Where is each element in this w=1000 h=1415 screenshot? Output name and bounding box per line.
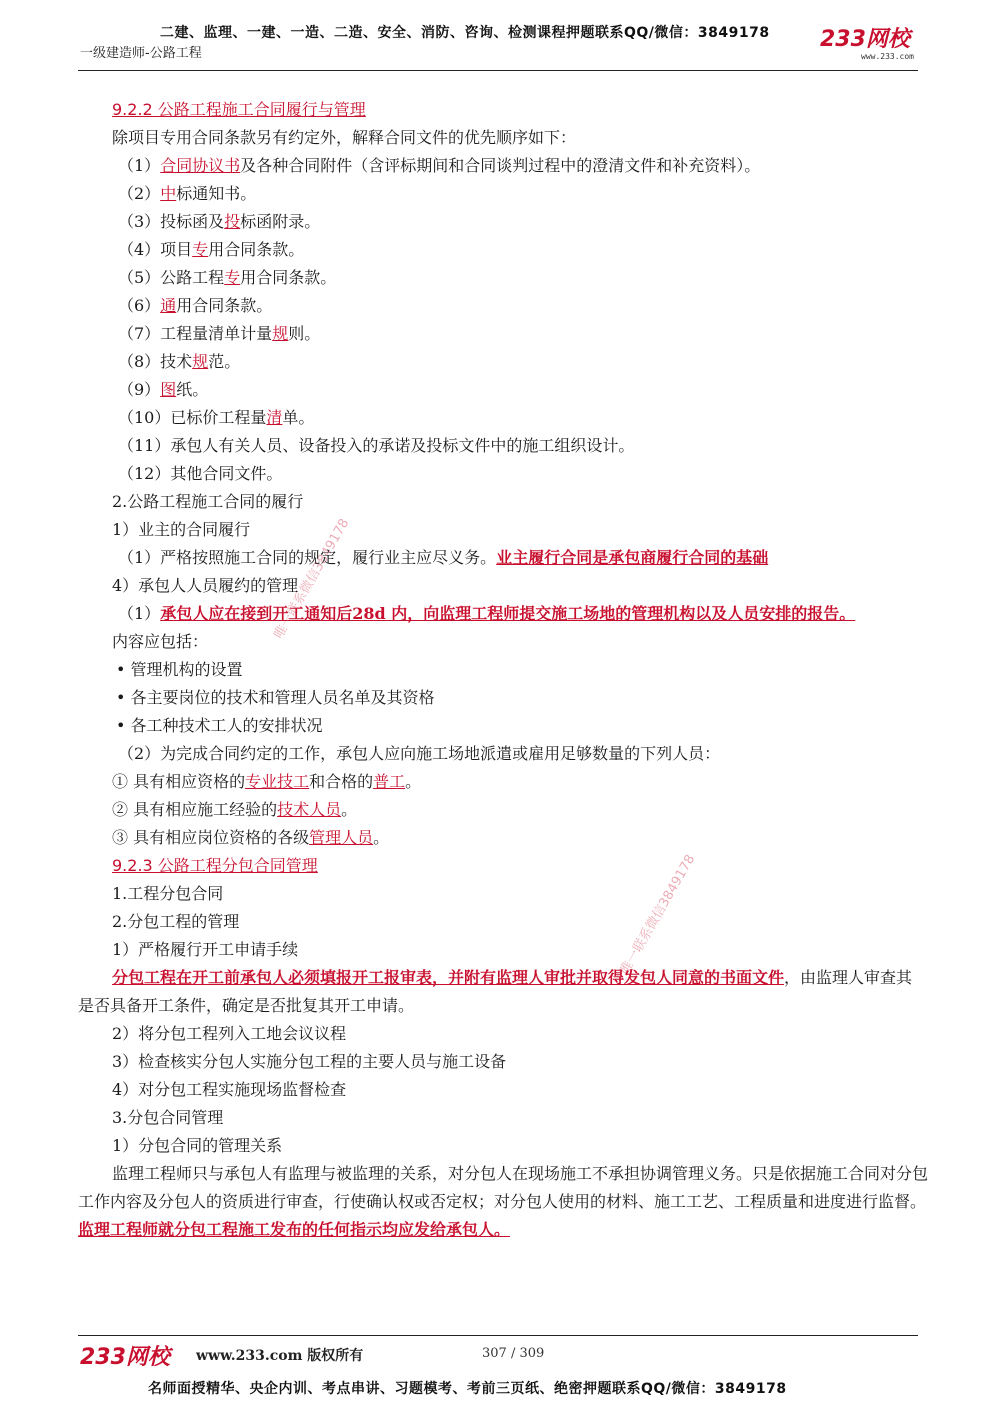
subsection-title: 1）严格履行开工申请手续 — [112, 940, 299, 959]
list-item: （6）通用合同条款。 — [118, 296, 273, 315]
paragraph: 除项目专用合同条款另有约定外，解释合同文件的优先顺序如下： — [112, 128, 577, 147]
list-item: （5）公路工程专用合同条款。 — [118, 268, 337, 287]
subsection-title: 1）分包合同的管理关系 — [112, 1136, 283, 1155]
key-point: （1）承包人应在接到开工通知后28d 内，向监理工程师提交施工场地的管理机构以及人员安排的报告。 — [118, 604, 856, 623]
section-heading: 9.2.2 公路工程施工合同履行与管理 — [112, 100, 366, 119]
subsection-title: 1）业主的合同履行 — [112, 520, 251, 539]
list-item: （7）工程量清单计量规则。 — [118, 324, 321, 343]
bullet-item: • 各主要岗位的技术和管理人员名单及其资格 — [116, 688, 435, 707]
list-item: （8）技术规范。 — [118, 352, 241, 371]
list-item: ② 具有相应施工经验的技术人员。 — [112, 800, 358, 819]
subsection-title: 4）对分包工程实施现场监督检查 — [112, 1080, 347, 1099]
subsection-title: 2）将分包工程列入工地会议议程 — [112, 1024, 347, 1043]
brand-logo-url: www.233.com — [861, 52, 914, 61]
paragraph: 监理工程师只与承包人有监理与被监理的关系，对分包人在现场施工不承担协调管理义务。只是依据施工合同对分包工作内容及分包人的资质进行审查，行使确认权或否定权；对分包人使用的材料、施工工艺、工程质量和进度进行监督。监理工程师就分包工程施工发布的任何指示均应发给承包人。 — [78, 1164, 929, 1239]
watermark: 唯一联系微信3849178 — [617, 852, 699, 978]
course-title: 一级建造师-公路工程 — [80, 46, 202, 61]
header-divider — [78, 70, 918, 71]
list-item: （9）图纸。 — [118, 380, 209, 399]
watermark: 唯一联系微信3849178 — [271, 516, 353, 642]
key-point: 分包工程在开工前承包人必须填报开工报审表，并附有监理人审批并取得发包人同意的书面文件，由监理人审查其是否具备开工条件，确定是否批复其开工申请。 — [78, 968, 913, 1015]
brand-logo-text: 233网校 — [820, 27, 910, 52]
list-item: ① 具有相应资格的专业技工和合格的普工。 — [112, 772, 422, 791]
subsection-title: 3.分包合同管理 — [112, 1108, 224, 1127]
list-item: （3）投标函及投标函附录。 — [118, 212, 321, 231]
list-item: （2）中标通知书。 — [118, 184, 257, 203]
subsection-title: 1.工程分包合同 — [112, 884, 224, 903]
footer-copyright: www.233.com 版权所有 — [196, 1348, 364, 1364]
subsection-title: 3）检查核实分包人实施分包工程的主要人员与施工设备 — [112, 1052, 507, 1071]
subsection-title: 2.公路工程施工合同的履行 — [112, 492, 304, 511]
section-heading: 9.2.3 公路工程分包合同管理 — [112, 856, 318, 875]
footer-logo: 233网校 — [80, 1345, 170, 1370]
list-item: （1）严格按照施工合同的规定，履行业主应尽义务。业主履行合同是承包商履行合同的基础 — [118, 548, 769, 567]
document-body — [78, 96, 928, 1244]
subsection-title: 2.分包工程的管理 — [112, 912, 240, 931]
list-item: （11）承包人有关人员、设备投入的承诺及投标文件中的施工组织设计。 — [118, 436, 635, 455]
subsection-title: 4）承包人人员履约的管理 — [112, 576, 299, 595]
list-item: （4）项目专用合同条款。 — [118, 240, 305, 259]
brand-logo — [820, 28, 920, 64]
bullet-item: • 各工种技术工人的安排状况 — [116, 716, 323, 735]
list-item: （10）已标价工程量清单。 — [118, 408, 315, 427]
bullet-item: • 管理机构的设置 — [116, 660, 243, 679]
list-item: （1）合同协议书及各种合同附件（含评标期间和合同谈判过程中的澄清文件和补充资料）。 — [118, 156, 761, 175]
paragraph: 内容应包括： — [112, 632, 209, 651]
list-item: ③ 具有相应岗位资格的各级管理人员。 — [112, 828, 390, 847]
page-number: 307 / 309 — [482, 1346, 545, 1361]
top-banner: 二建、监理、一建、一造、二造、安全、消防、咨询、检测课程押题联系QQ/微信：3849178 — [160, 25, 770, 41]
list-item: （2）为完成合同约定的工作，承包人应向施工场地派遣或雇用足够数量的下列人员： — [118, 744, 721, 763]
list-item: （12）其他合同文件。 — [118, 464, 283, 483]
footer-divider — [78, 1335, 918, 1336]
bottom-banner: 名师面授精华、央企内训、考点串讲、习题模考、考前三页纸、绝密押题联系QQ/微信：3849178 — [148, 1381, 787, 1397]
